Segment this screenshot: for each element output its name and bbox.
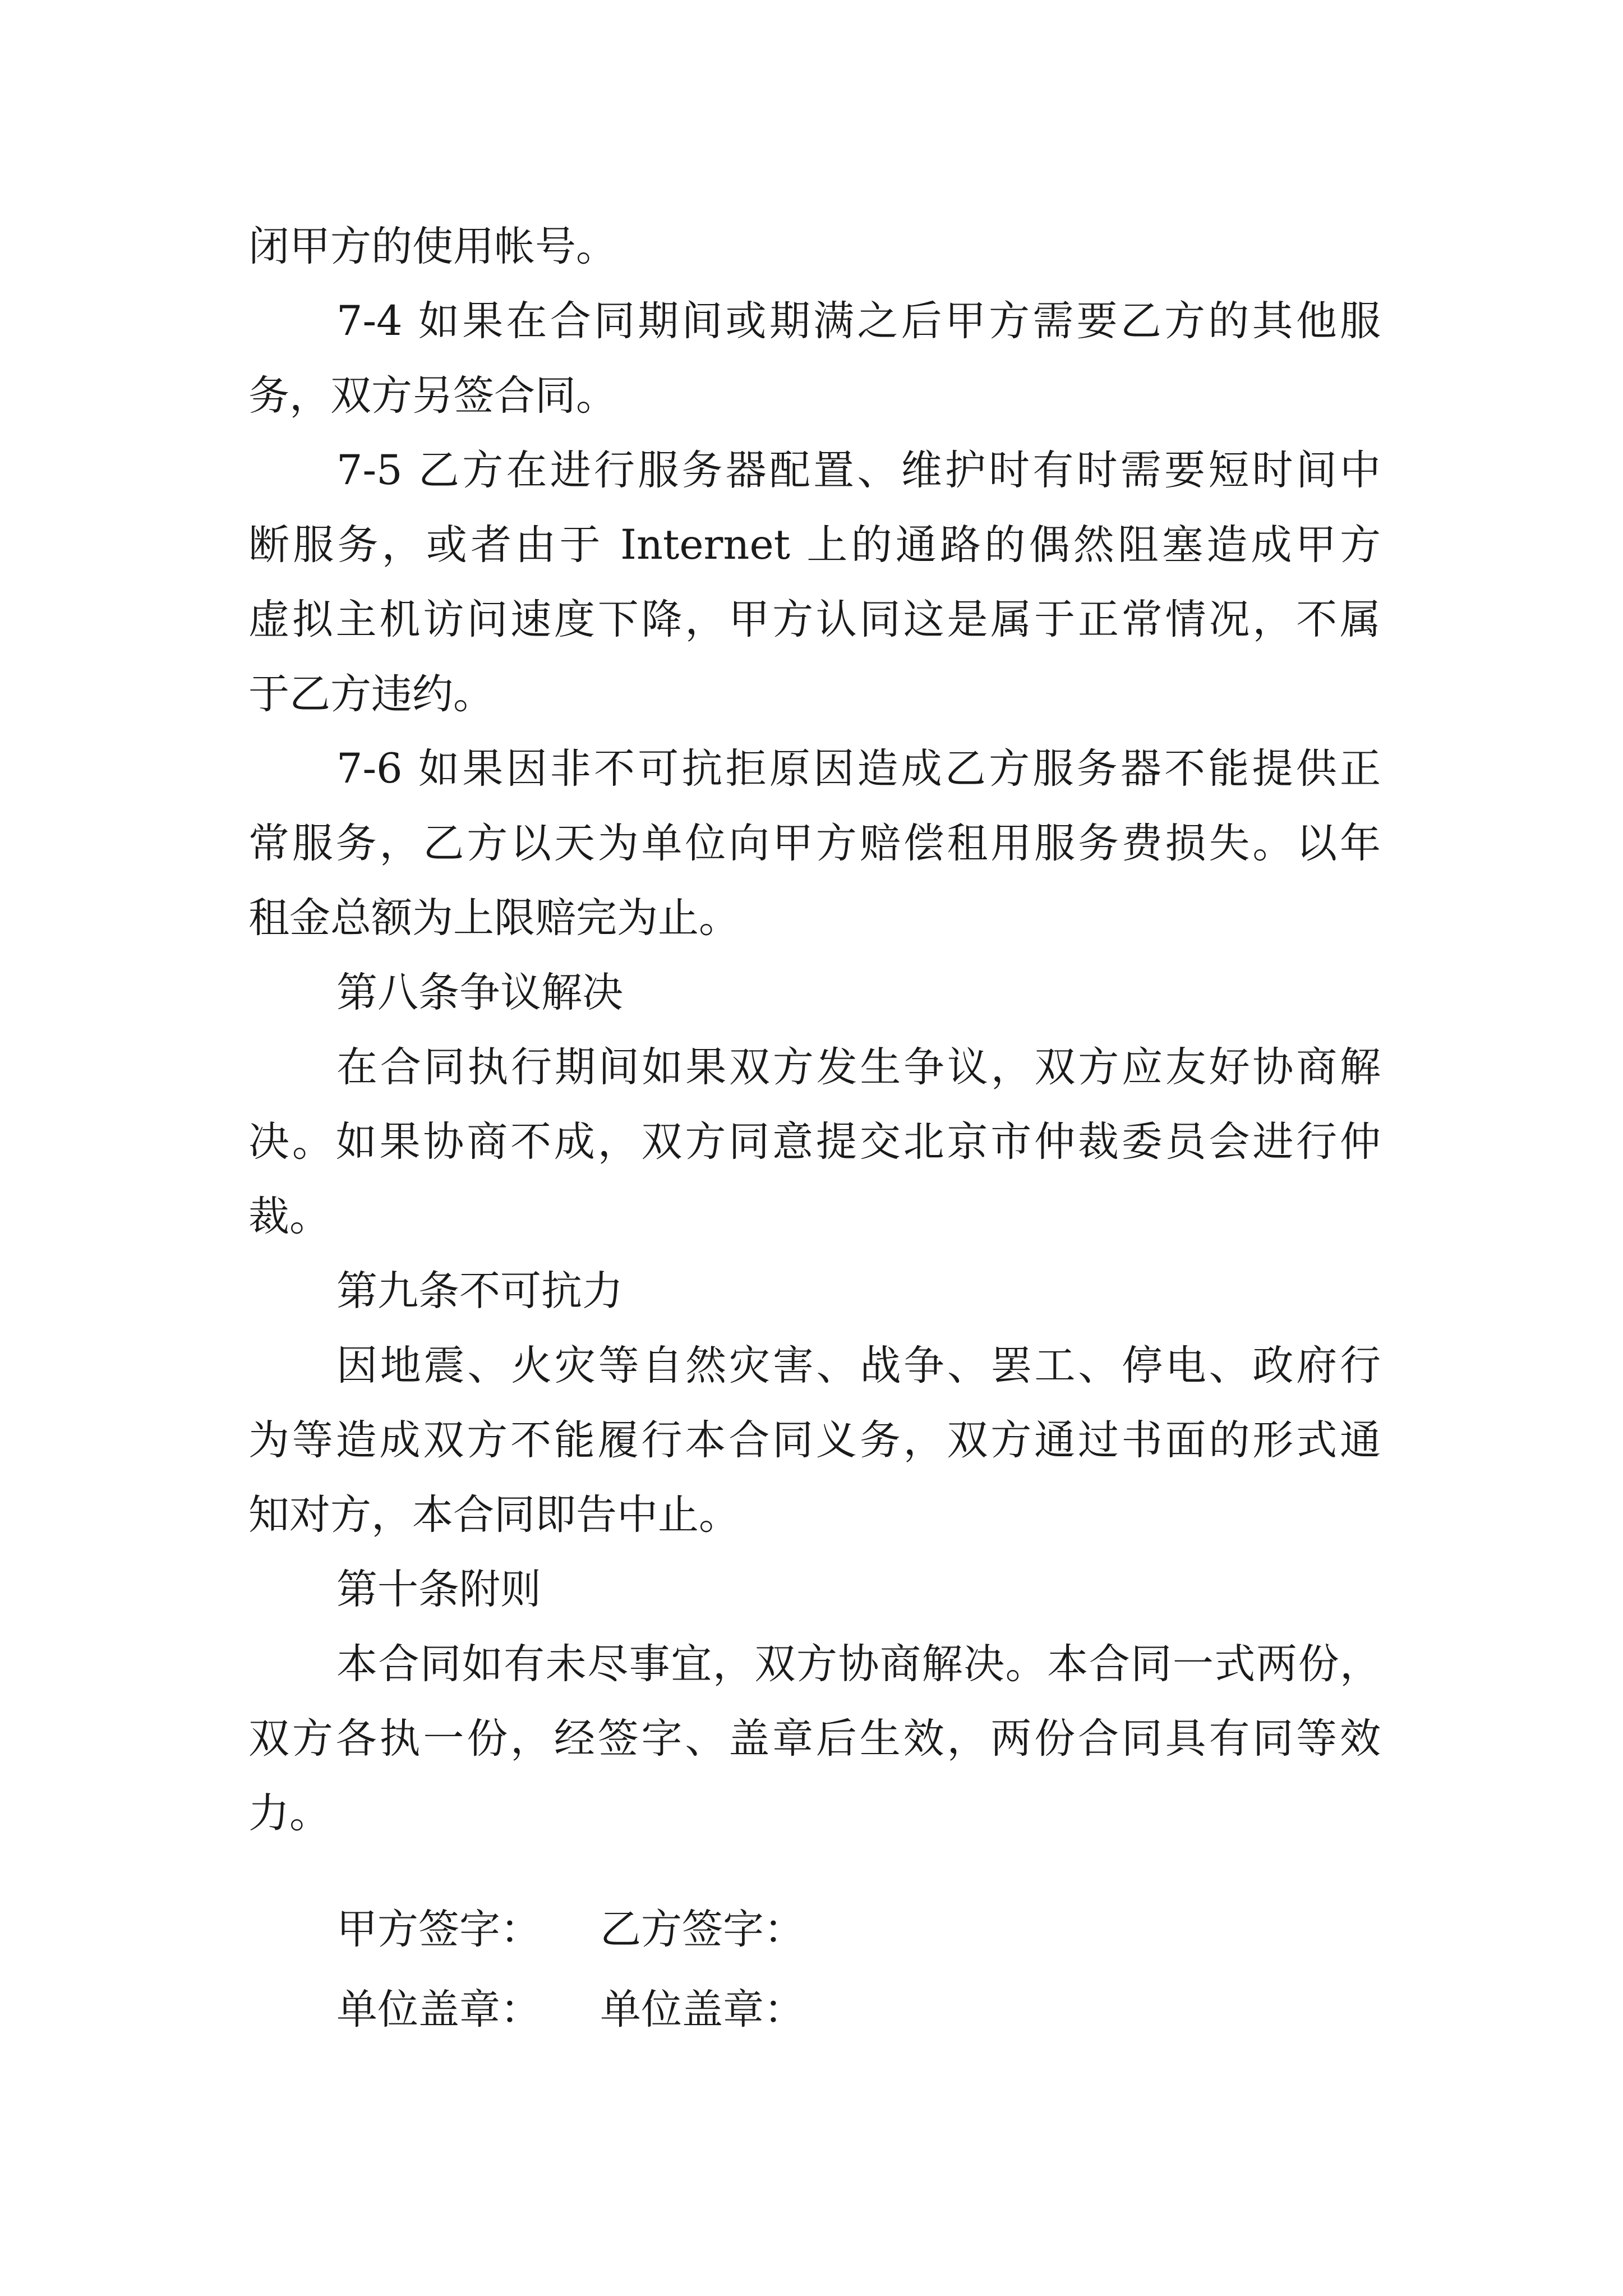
body-line — [0, 362, 1623, 430]
clause-7-6 — [0, 735, 1623, 803]
party-b-seal-label: 单位盖章： — [600, 1986, 805, 2033]
text-line: 因地震、火灾等自然灾害、战争、罢工、停电、政府行 — [336, 1342, 1381, 1389]
text-line: 闭甲方的使用帐号。 — [248, 223, 617, 270]
section-heading: 第八条争议解决 — [336, 969, 623, 1016]
body-line — [0, 1108, 1623, 1176]
body-line — [0, 586, 1623, 654]
body-line — [0, 1183, 1623, 1250]
text-line: 于乙方违约。 — [248, 670, 494, 718]
party-a-signature-label: 甲方签字： — [336, 1906, 541, 1953]
text-line: 7-5 乙方在进行服务器配置、维护时有时需要短时间中 — [336, 447, 1381, 494]
article-10-body — [0, 1631, 1623, 1698]
text-line: 7-4 如果在合同期间或期满之后甲方需要乙方的其他服 — [336, 297, 1381, 345]
text-line: 为等造成双方不能履行本合同义务，双方通过书面的形式通 — [248, 1416, 1381, 1464]
text-line: 力。 — [248, 1789, 330, 1837]
text-line: 务，双方另签合同。 — [248, 372, 617, 420]
party-a-seal-label: 单位盖章： — [336, 1986, 541, 2033]
text-line: 知对方，本合同即告中止。 — [248, 1491, 740, 1539]
article-9-heading — [0, 1258, 1623, 1325]
text-line: 租金总额为上限赔完为止。 — [248, 894, 740, 942]
body-line — [0, 1407, 1623, 1474]
body-line — [0, 512, 1623, 579]
body-line — [0, 213, 1623, 280]
text-line: 双方各执一份，经签字、盖章后生效，两份合同具有同等效 — [248, 1715, 1381, 1763]
article-8-body — [0, 1034, 1623, 1101]
signature-row — [0, 1896, 1623, 1963]
article-8-heading — [0, 959, 1623, 1027]
text-line: 常服务，乙方以天为单位向甲方赔偿租用服务费损失。以年 — [248, 820, 1381, 867]
article-10-heading — [0, 1556, 1623, 1623]
text-line: 决。如果协商不成，双方同意提交北京市仲裁委员会进行仲 — [248, 1118, 1381, 1166]
body-line — [0, 661, 1623, 728]
body-line — [0, 1780, 1623, 1847]
text-line: 在合同执行期间如果双方发生争议，双方应友好协商解 — [336, 1043, 1381, 1091]
seal-row — [0, 1976, 1623, 2044]
text-line: 断服务，或者由于 Internet 上的通路的偶然阻塞造成甲方 — [248, 521, 1381, 569]
body-line — [0, 810, 1623, 877]
text-line: 7-6 如果因非不可抗拒原因造成乙方服务器不能提供正 — [336, 745, 1381, 793]
body-line — [0, 885, 1623, 952]
article-9-body — [0, 1332, 1623, 1400]
body-line — [0, 1481, 1623, 1549]
text-line: 虚拟主机访问速度下降，甲方认同这是属于正常情况，不属 — [248, 596, 1381, 643]
text-line: 裁。 — [248, 1193, 330, 1240]
party-b-signature-label: 乙方签字： — [600, 1906, 805, 1953]
clause-7-5 — [0, 437, 1623, 504]
text-line: 本合同如有未尽事宜，双方协商解决。本合同一式两份， — [336, 1640, 1381, 1688]
section-heading: 第十条附则 — [336, 1566, 541, 1613]
body-line — [0, 1705, 1623, 1773]
section-heading: 第九条不可抗力 — [336, 1267, 623, 1315]
clause-7-4 — [0, 288, 1623, 355]
